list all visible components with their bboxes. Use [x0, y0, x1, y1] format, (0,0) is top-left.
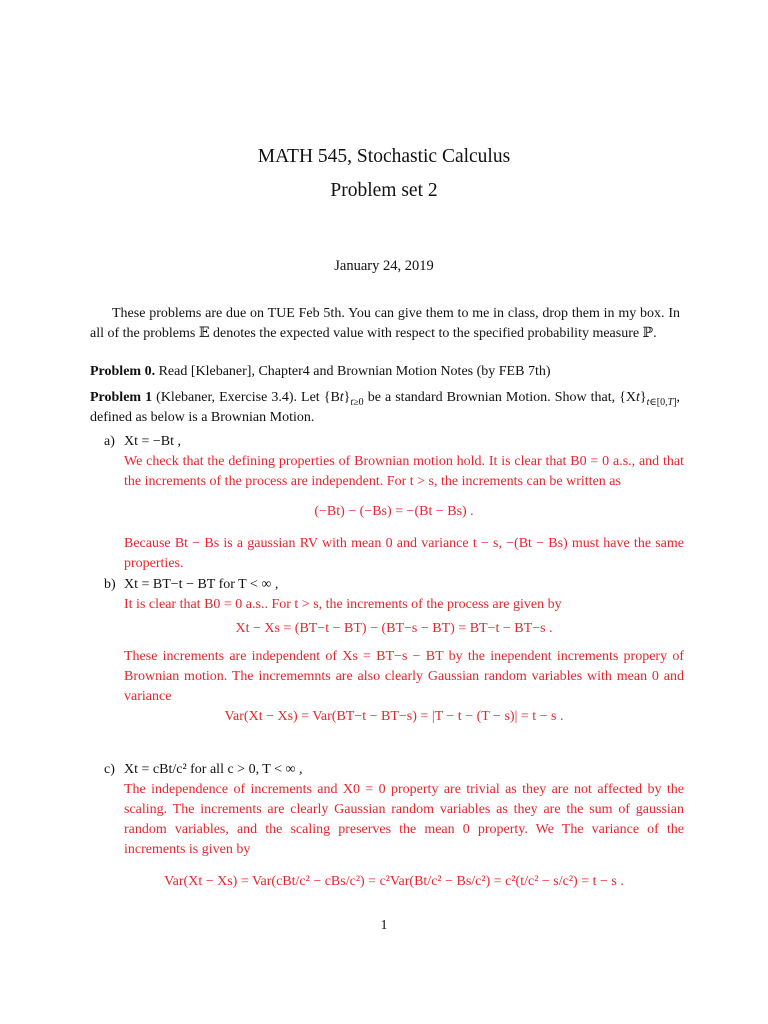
item-c-solution-1: The independence of increments and X0 = 0 property are trivial as they are not affected by the scaling. The increments are clearly Gaussian random variables as they are the sum of gaussian random variables, and the scaling preserves the mean 0 property. We The variance of the increments is given by: [124, 782, 684, 857]
intro-paragraph: These problems are due on TUE Feb 5th. You can give them to me in class, drop them in my box. In all of the problems 𝔼 denotes the expected value with respect to the specified probability measure ℙ.: [90, 306, 680, 341]
item-c-label: c): [104, 762, 115, 777]
problem-0-label: Problem 0.: [90, 364, 156, 379]
item-a-label: a): [104, 434, 115, 449]
item-c-definition: Xt = cBt/c² for all c > 0, T < ∞ ,: [124, 762, 303, 777]
problem-0: [90, 362, 680, 382]
problem-1-statement-c: defined as below is a Brownian Motion.: [90, 410, 315, 425]
title-line-course: MATH 545, Stochastic Calculus: [257, 146, 511, 167]
problem-1-statement-a: Let {B: [301, 390, 340, 405]
document-date: January 24, 2019: [334, 258, 434, 274]
item-b-definition: Xt = BT−t − BT for T < ∞ ,: [124, 577, 279, 592]
item-a: [104, 432, 684, 574]
item-a-solution-1: We check that the defining properties of Brownian motion hold. It is clear that B0 = 0 a.s., and that the increments of the process are independent. For t > s, the increments can be written as: [124, 454, 684, 489]
item-a-definition: Xt = −Bt ,: [124, 434, 182, 449]
problem-1-source: (Klebaner, Exercise 3.4).: [156, 390, 297, 405]
item-b-equation-2: Var(Xt − Xs) = Var(BT−t − BT−s) = |T − t − (T − s)| = t − s .: [224, 709, 564, 724]
item-c: [104, 760, 684, 892]
item-b-equation-1: Xt − Xs = (BT−t − BT) − (BT−s − BT) = BT−t − BT−s .: [235, 621, 553, 636]
item-a-solution-2: Because Bt − Bs is a gaussian RV with mean 0 and variance t − s, −(Bt − Bs) must have the same properties.: [124, 536, 684, 571]
page-number: 1: [380, 918, 388, 933]
item-b: [104, 575, 684, 727]
problem-0-text: Read [Klebaner], Chapter4 and Brownian Motion Notes (by FEB 7th): [158, 364, 551, 379]
document-title: [0, 145, 768, 203]
item-c-equation-1: Var(Xt − Xs) = Var(cBt/c² − cBs/c²) = c²Var(Bt/c² − Bs/c²) = c²(t/c² − s/c²) = t − s .: [164, 874, 624, 889]
item-a-equation-1: (−Bt) − (−Bs) = −(Bt − Bs) .: [314, 504, 474, 519]
problem-1-label: Problem 1: [90, 390, 153, 405]
problem-1-statement-b: be a standard Brownian Motion. Show that, {X: [367, 390, 636, 405]
item-b-label: b): [104, 577, 116, 592]
item-b-solution-1: It is clear that B0 = 0 a.s.. For t > s, the increments of the process are given by: [124, 597, 562, 612]
problem-1: Problem 1 (Klebaner, Exercise 3.4). Let $\{Bt\}_{t\ge 0}$ be a standard Brownian Motion. Show that, $\{Xt\}_{t\in[0,T]}$, defined as below is a Brownian Motion.: [90, 390, 681, 425]
item-b-solution-2: These increments are independent of Xs = BT−s − BT by the inependent increments propery of Brownian motion. The incrememnts are also clearly Gaussian random variables with mean 0 and variance: [124, 649, 684, 704]
title-line-problem-set: Problem set 2: [330, 180, 438, 201]
